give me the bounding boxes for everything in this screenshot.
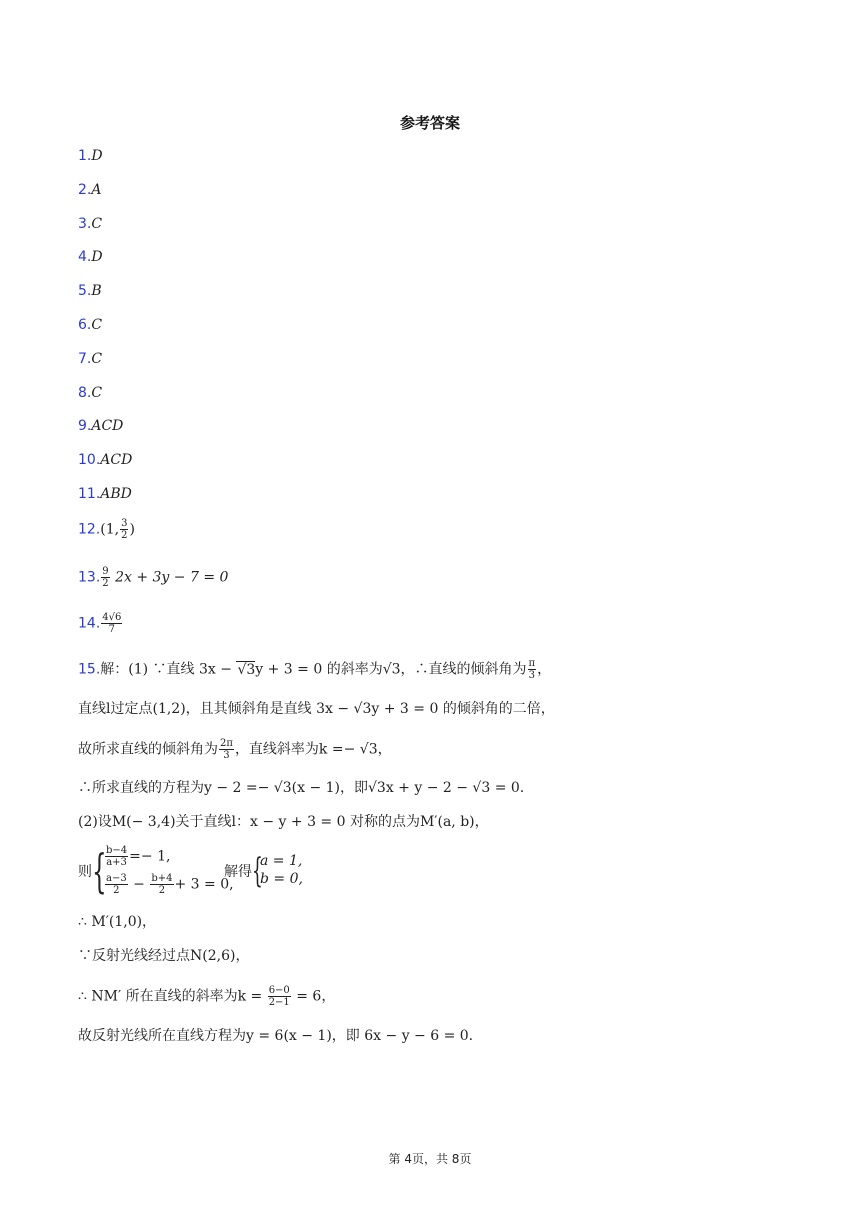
- numerator: 3: [121, 518, 128, 529]
- numerator: 4√6: [102, 612, 122, 623]
- answer-number: 7.: [78, 351, 92, 367]
- left-brace: {: [252, 851, 263, 891]
- solution-line-7: ∵反射光线经过点N(2,6)，: [78, 948, 250, 964]
- answer-number: 12.: [78, 521, 101, 538]
- answer-number: 13.: [78, 569, 101, 586]
- answer-number: 1.: [78, 148, 92, 164]
- answer-13: [78, 566, 228, 589]
- answer-text: ): [129, 521, 135, 538]
- answer-9: [78, 416, 123, 436]
- solution-text: + 3 = 0,: [174, 876, 234, 893]
- solution-text: ，: [537, 661, 552, 678]
- answer-4: [78, 247, 103, 267]
- solution-line-4: ∴所求直线的方程为y − 2 =− √3(x − 1)，即√3x + y − 2 − √3 = 0.: [78, 780, 525, 796]
- solution-text: ，∴直线的倾斜角为: [400, 661, 527, 678]
- fraction: [105, 873, 128, 896]
- answer-text: (1,: [100, 521, 120, 538]
- answer-value: C: [91, 317, 103, 333]
- answer-14: [78, 612, 123, 635]
- answer-3: [78, 214, 102, 234]
- fraction: [528, 658, 537, 681]
- solution-text: 故所求直线的倾斜角为: [78, 741, 218, 758]
- solution-text: ∴ NM′ 所在直线的斜率为k =: [78, 988, 267, 1005]
- answer-8: [78, 383, 102, 403]
- system-row-2: [104, 873, 234, 896]
- solution-line-9: 故反射光线所在直线方程为y = 6(x − 1)，即 6x − y − 6 = 0.: [78, 1028, 474, 1044]
- numerator: b+4: [151, 873, 173, 884]
- page-title: 参考答案: [399, 114, 460, 132]
- fraction: [219, 738, 234, 761]
- denominator: a+3: [106, 857, 127, 868]
- denominator: 2: [102, 578, 109, 589]
- answer-value: C: [91, 351, 103, 367]
- answer-value: B: [91, 283, 102, 299]
- fraction: [101, 612, 122, 635]
- answer-number: 5.: [78, 283, 92, 299]
- fraction: [105, 845, 128, 868]
- denominator: 2: [158, 885, 166, 896]
- answer-number: 3.: [78, 216, 92, 232]
- solution-line-8: [78, 985, 335, 1008]
- left-brace: {: [92, 844, 107, 898]
- page-footer: 第 4页，共 8页: [388, 1152, 472, 1166]
- solution-line-5: (2)设M(− 3,4)关于直线l：x − y + 3 = 0 对称的点为M′(a, b)，: [78, 814, 489, 830]
- numerator: 6−0: [268, 985, 290, 996]
- solution-text: y + 3 = 0 的斜率为: [255, 661, 383, 678]
- denominator: 2: [121, 530, 128, 541]
- denominator: 3: [528, 670, 535, 681]
- answer-value: A: [91, 182, 102, 198]
- numerator: 9: [102, 566, 109, 577]
- solution-text: 则: [78, 864, 92, 880]
- numerator: π: [528, 658, 536, 669]
- answer-6: [78, 315, 102, 335]
- solution-text: ，直线斜率为k =− √3，: [234, 741, 392, 758]
- fraction: [268, 985, 291, 1008]
- answer-11: [78, 484, 132, 504]
- numerator: b−4: [106, 845, 128, 856]
- answer-2: [78, 180, 101, 200]
- answer-value: ACD: [100, 452, 133, 468]
- solution-line-6: ∴ M′(1,0)，: [78, 914, 157, 930]
- answer-number: 10.: [78, 452, 101, 468]
- answer-text: 2x + 3y − 7 = 0: [115, 569, 229, 586]
- answer-number: 11.: [78, 486, 101, 502]
- answer-value: ACD: [91, 418, 124, 434]
- numerator: 2π: [220, 738, 233, 749]
- answer-7: [78, 349, 102, 369]
- solution-text: =− 1,: [129, 848, 171, 865]
- answer-number: 9.: [78, 418, 92, 434]
- answer-number: 8.: [78, 385, 92, 401]
- answer-value: D: [91, 249, 103, 265]
- solution-text: −: [133, 876, 145, 893]
- solution-text: b = 0,: [260, 871, 303, 887]
- denominator: 3: [223, 750, 230, 761]
- answer-5: [78, 281, 102, 301]
- solution-text: 解得: [224, 864, 252, 880]
- fraction: [120, 518, 128, 541]
- answer-12: [78, 518, 135, 541]
- numerator: a−3: [106, 873, 127, 884]
- equation-system: [78, 845, 478, 901]
- solution-text: a = 1,: [260, 853, 303, 869]
- answer-1: [78, 146, 103, 166]
- answer-number: 15.: [78, 661, 101, 678]
- answer-value: D: [91, 148, 103, 164]
- sqrt-text: √3: [382, 661, 401, 678]
- denominator: 2−1: [268, 997, 290, 1008]
- denominator: 2: [113, 885, 120, 896]
- answer-number: 2.: [78, 182, 92, 198]
- answer-value: C: [91, 385, 103, 401]
- solution-line-3: [78, 738, 392, 761]
- answer-number: 6.: [78, 317, 92, 333]
- answer-10: [78, 450, 132, 470]
- answer-number: 14.: [78, 615, 101, 632]
- solution-text: 解：(1) ∵直线 3x −: [100, 661, 237, 678]
- fraction: [150, 873, 173, 896]
- sqrt-text: √3: [237, 661, 256, 678]
- fraction: [101, 566, 109, 589]
- system-row-1: [104, 845, 170, 868]
- solution-line-1: [78, 658, 551, 681]
- answer-value: ABD: [100, 486, 132, 502]
- solution-line-2: 直线l过定点(1,2)，且其倾斜角是直线 3x − √3y + 3 = 0 的倾斜角的二倍，: [78, 701, 555, 717]
- answer-value: C: [91, 216, 103, 232]
- denominator: 7: [108, 624, 115, 635]
- solution-text: = 6，: [291, 988, 336, 1005]
- answer-number: 4.: [78, 249, 92, 265]
